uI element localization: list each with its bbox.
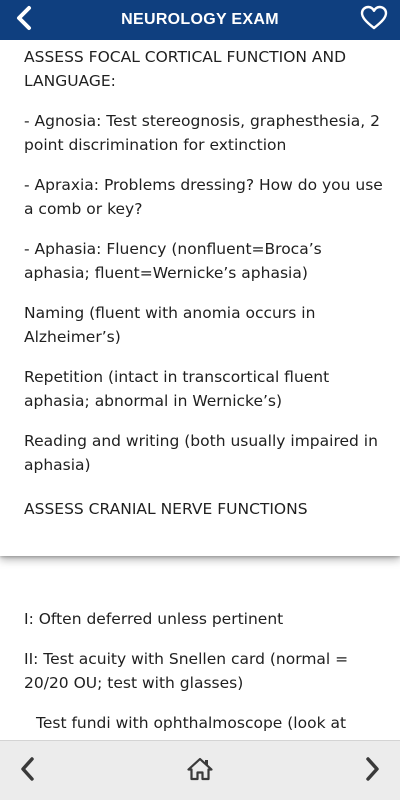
page-title: NEUROLOGY EXAM <box>121 11 279 28</box>
section-heading-cranial: ASSESS CRANIAL NERVE FUNCTIONS <box>24 500 308 518</box>
nerve-number: I: <box>24 610 34 628</box>
paragraph-repetition: Repetition (intact in transcortical fluent aphasia; abnormal in Wernicke’s) <box>24 368 330 410</box>
paragraph-reading-writing: Reading and writing (both usually impaired in aphasia) <box>24 432 378 474</box>
favorite-button[interactable] <box>352 0 396 40</box>
paragraph-agnosia: - Agnosia: Test stereognosis, graphesthesia, 2 point discrimination for extinction <box>24 112 380 154</box>
nerve-text: Test acuity with Snellen card (normal = 20/20 OU; test with glasses) <box>24 650 349 692</box>
nerve-text: Often deferred unless pertinent <box>33 610 284 628</box>
list-item <box>24 647 388 695</box>
chevron-left-icon <box>18 756 38 786</box>
cranial-nerve-list <box>0 556 400 740</box>
chevron-left-icon <box>13 5 35 35</box>
nerve-number: II: <box>24 650 39 668</box>
chevron-right-icon <box>362 756 382 786</box>
content-card <box>0 40 400 556</box>
paragraph-apraxia: - Apraxia: Problems dressing? How do you use a comb or key? <box>24 176 383 218</box>
home-icon <box>187 757 213 785</box>
back-button[interactable] <box>2 0 46 40</box>
heart-outline-icon <box>360 5 388 35</box>
paragraph-aphasia: - Aphasia: Fluency (nonfluent=Broca’s aphasia; fluent=Wernicke’s aphasia) <box>24 240 322 282</box>
top-bar <box>0 0 400 40</box>
previous-button[interactable] <box>6 749 50 793</box>
next-button[interactable] <box>350 749 394 793</box>
list-item <box>24 607 388 631</box>
list-item-partial: Test fundi with ophthalmoscope (look at <box>36 714 347 732</box>
section-heading: ASSESS FOCAL CORTICAL FUNCTION AND LANGUAGE: <box>24 48 347 90</box>
home-button[interactable] <box>178 749 222 793</box>
paragraph-naming: Naming (fluent with anomia occurs in Alzheimer’s) <box>24 304 316 346</box>
bottom-nav-bar <box>0 740 400 800</box>
